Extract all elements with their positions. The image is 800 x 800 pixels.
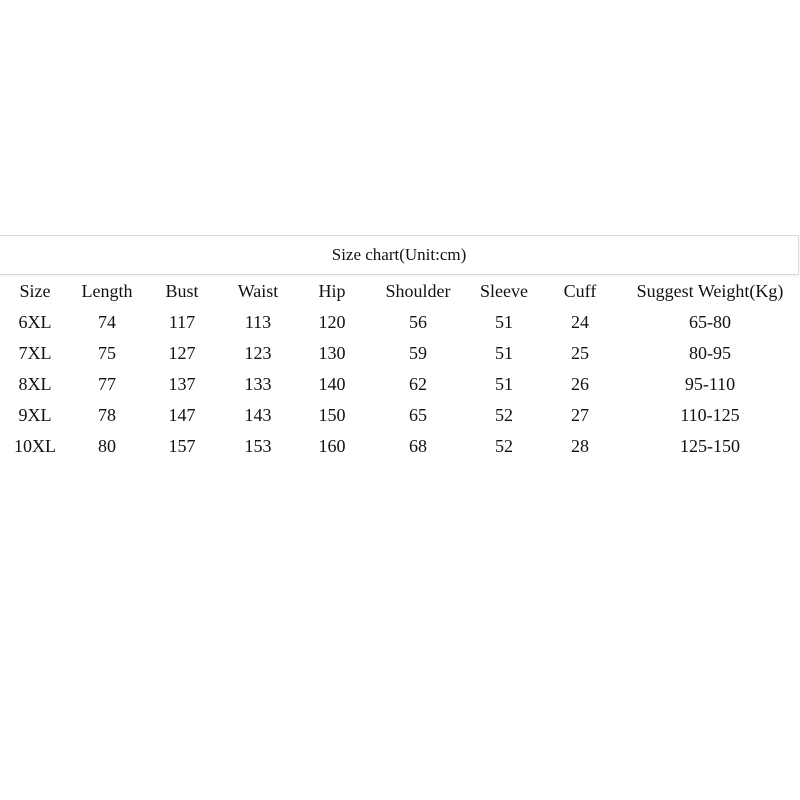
cell-hip: 120 xyxy=(318,312,346,332)
column-header-cuff: Cuff xyxy=(563,281,597,301)
cell-size: 9XL xyxy=(18,405,52,425)
cell-shoulder: 65 xyxy=(409,405,427,425)
column-header-shoulder: Shoulder xyxy=(385,281,451,301)
column-header-length: Length xyxy=(81,281,133,301)
cell-length: 77 xyxy=(98,374,116,394)
column-header-size: Size xyxy=(19,281,51,301)
cell-suggest-weight: 110-125 xyxy=(680,405,740,425)
size-chart-title: Size chart(Unit:cm) xyxy=(331,245,467,264)
cell-hip: 150 xyxy=(318,405,346,425)
cell-cuff: 25 xyxy=(571,343,589,363)
cell-shoulder: 62 xyxy=(409,374,427,394)
cell-waist: 133 xyxy=(244,374,272,394)
cell-size: 6XL xyxy=(18,312,52,332)
cell-length: 80 xyxy=(98,436,116,456)
cell-waist: 143 xyxy=(244,405,272,425)
table-row xyxy=(0,338,800,369)
cell-cuff: 26 xyxy=(571,374,589,394)
cell-suggest-weight: 80-95 xyxy=(689,343,731,363)
cell-size: 8XL xyxy=(18,374,52,394)
cell-hip: 130 xyxy=(318,343,346,363)
cell-cuff: 24 xyxy=(571,312,589,332)
cell-waist: 113 xyxy=(244,312,272,332)
cell-bust: 137 xyxy=(168,374,196,394)
size-table xyxy=(0,276,800,462)
column-header-waist: Waist xyxy=(237,281,279,301)
cell-size: 7XL xyxy=(18,343,52,363)
cell-bust: 157 xyxy=(168,436,196,456)
cell-waist: 153 xyxy=(244,436,272,456)
cell-length: 78 xyxy=(98,405,116,425)
cell-hip: 160 xyxy=(318,436,346,456)
table-row xyxy=(0,400,800,431)
cell-hip: 140 xyxy=(318,374,346,394)
cell-shoulder: 59 xyxy=(409,343,427,363)
column-header-hip: Hip xyxy=(318,281,346,301)
cell-sleeve: 52 xyxy=(495,405,513,425)
cell-sleeve: 51 xyxy=(495,343,513,363)
cell-size: 10XL xyxy=(14,436,56,456)
cell-length: 74 xyxy=(98,312,116,332)
cell-sleeve: 51 xyxy=(495,374,513,394)
column-header-bust: Bust xyxy=(165,281,199,301)
cell-shoulder: 56 xyxy=(409,312,427,332)
cell-sleeve: 51 xyxy=(495,312,513,332)
cell-suggest-weight: 65-80 xyxy=(689,312,731,332)
size-chart xyxy=(0,235,800,456)
cell-bust: 147 xyxy=(168,405,196,425)
cell-bust: 117 xyxy=(168,312,196,332)
cell-sleeve: 52 xyxy=(495,436,513,456)
column-header-sleeve: Sleeve xyxy=(480,281,528,301)
table-header-row xyxy=(0,276,800,307)
cell-suggest-weight: 95-110 xyxy=(684,374,736,394)
cell-bust: 127 xyxy=(168,343,196,363)
cell-waist: 123 xyxy=(244,343,272,363)
column-header-suggest-weight: Suggest Weight(Kg) xyxy=(636,281,784,301)
cell-cuff: 27 xyxy=(571,405,589,425)
cell-shoulder: 68 xyxy=(409,436,427,456)
cell-length: 75 xyxy=(98,343,116,363)
size-chart-title-box xyxy=(0,235,799,275)
table-row xyxy=(0,369,800,400)
table-row xyxy=(0,307,800,338)
cell-cuff: 28 xyxy=(571,436,589,456)
cell-suggest-weight: 125-150 xyxy=(680,436,740,456)
table-row xyxy=(0,431,800,462)
